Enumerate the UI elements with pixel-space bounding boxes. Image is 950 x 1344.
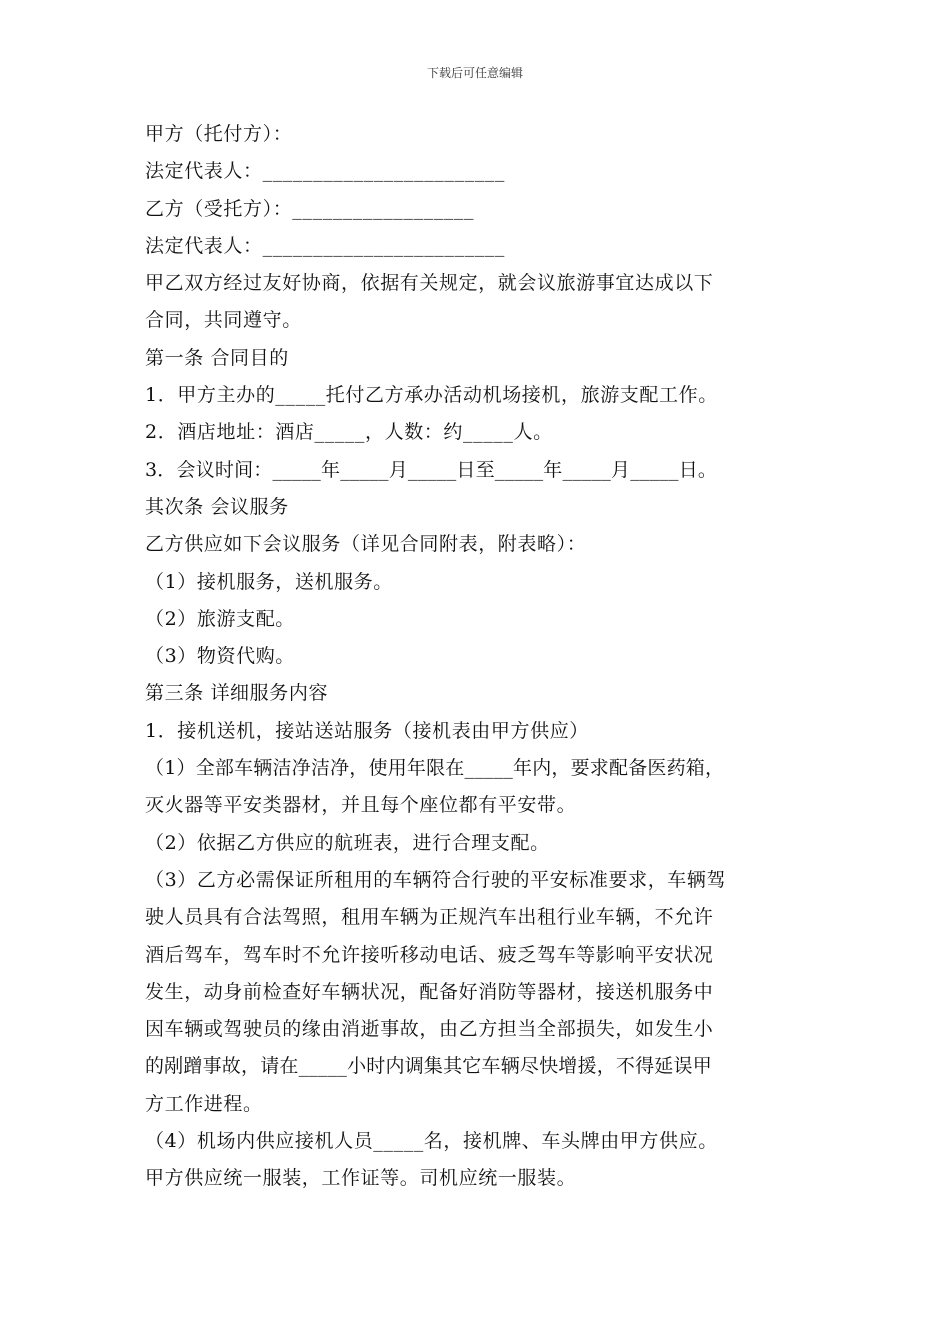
party-a-line: 甲方（托付方）： [145,123,293,145]
article-2-item-2: （2）旅游支配。 [145,607,295,630]
article-1-item-3: 3．会议时间：_____年_____月_____日至_____年_____月_____日。 [145,458,718,481]
article-3-clause-2: （2）依据乙方供应的航班表，进行合理支配。 [145,831,550,854]
preamble-line-1: 甲乙双方经过友好协商，依据有关规定，就会议旅游事宜达成以下 [145,272,714,295]
article-3-clause-1-line-1: （1）全部车辆洁净洁净，使用年限在_____年内，要求配备医药箱， [145,757,725,780]
article-3-clause-3-line-4: 发生，动身前检查好车辆状况，配备好消防等器材，接送机服务中 [145,980,714,1003]
article-2-intro: 乙方供应如下会议服务（详见合同附表，附表略）： [145,533,587,556]
article-1-item-2: 2．酒店地址：酒店_____，人数：约_____人。 [145,421,553,444]
party-b-line: 乙方（受托方）：__________________ [145,197,475,220]
preamble-line-2: 合同，共同遵守。 [145,309,302,332]
article-3-clause-1-line-2: 灭火器等平安类器材，并且每个座位都有平安带。 [145,794,577,817]
article-3-clause-3-line-7: 方工作进程。 [145,1092,263,1115]
party-b-representative-line: 法定代表人：________________________ [145,234,506,257]
article-3-clause-4-continued: 甲方供应统一服装，工作证等。司机应统一服装。 [145,1167,577,1190]
article-3-clause-4: （4）机场内供应接机人员_____名，接机牌、车头牌由甲方供应。 [145,1130,718,1153]
article-2-item-1: （1）接机服务，送机服务。 [145,570,393,593]
article-3-clause-3-line-1: （3）乙方必需保证所租用的车辆符合行驶的平安标准要求，车辆驾 [145,868,727,891]
article-3-clause-3-line-3: 酒后驾车，驾车时不允许接听移动电话、疲乏驾车等影响平安状况 [145,943,714,966]
article-3-clause-3-line-2: 驶人员具有合法驾照，租用车辆为正规汽车出租行业车辆，不允许 [145,906,714,929]
article-1-item-1: 1．甲方主办的_____托付乙方承办活动机场接机，旅游支配工作。 [145,384,718,407]
page-header: 下载后可任意编辑 [426,66,523,80]
party-a-representative-line: 法定代表人：________________________ [145,160,506,183]
article-3-section-1: 1．接机送机，接站送站服务（接机表由甲方供应） [145,719,589,742]
article-1-heading: 第一条 合同目的 [145,346,289,369]
article-2-item-3: （3）物资代购。 [145,645,295,668]
article-3-heading: 第三条 详细服务内容 [145,682,329,705]
article-3-clause-3-line-5: 因车辆或驾驶员的缘由消逝事故，由乙方担当全部损失，如发生小 [145,1018,714,1041]
article-2-heading: 其次条 会议服务 [145,495,289,518]
contract-body [145,116,825,1198]
article-3-clause-3-line-6: 的剐蹭事故，请在_____小时内调集其它车辆尽快增援，不得延误甲 [145,1055,712,1078]
